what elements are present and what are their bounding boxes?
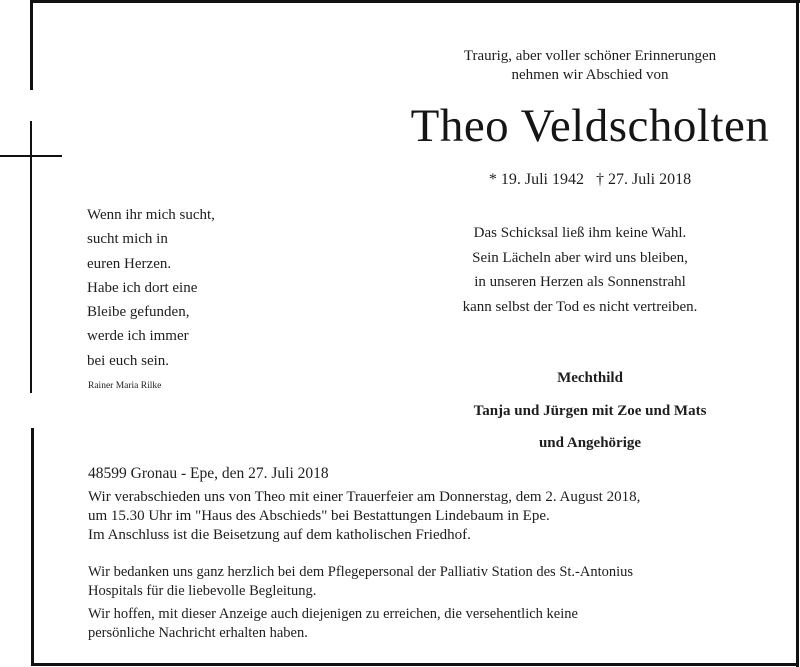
verse-line: in unseren Herzen als Sonnenstrahl	[474, 274, 686, 290]
poem	[87, 203, 215, 373]
poem-line: euren Herzen.	[87, 255, 172, 272]
birth-date: * 19. Juli 1942	[488, 171, 584, 188]
poem-line: Wenn ihr mich sucht,	[87, 207, 215, 223]
notice-line: persönliche Nachricht erhalten haben.	[88, 624, 308, 641]
thanks-line: Hospitals für die liebevolle Begleitung.	[88, 582, 317, 599]
place-date: 48599 Gronau - Epe, den 27. Juli 2018	[88, 465, 329, 482]
frame-top-border	[31, 0, 800, 3]
verse-line: Das Schicksal ließ ihm keine Wahl.	[473, 225, 687, 241]
deceased-name: Theo Veldscholten	[410, 100, 770, 152]
death-date: † 27. Juli 2018	[596, 171, 692, 188]
verse	[420, 221, 740, 319]
funeral-info	[88, 488, 793, 545]
poem-line: Bleibe gefunden,	[87, 304, 190, 321]
thanks-note	[88, 563, 793, 600]
intro-line: nehmen wir Abschied von	[511, 67, 669, 83]
mourners-list	[400, 367, 780, 465]
intro-text	[380, 47, 800, 85]
funeral-line: Wir verabschieden uns von Theo mit einer Trauerfeier am Donnerstag, dem 2. August 2018,	[88, 489, 641, 505]
poem-author: Rainer Maria Rilke	[88, 381, 162, 391]
life-dates	[380, 170, 800, 190]
notice-line: Wir hoffen, mit dieser Anzeige auch diejenigen zu erreichen, die versehentlich keine	[88, 606, 578, 622]
cross-vertical-bar	[30, 121, 32, 393]
funeral-line: Im Anschluss ist die Beisetzung auf dem katholischen Friedhof.	[88, 527, 471, 543]
intro-line: Traurig, aber voller schöner Erinnerungen	[463, 48, 717, 64]
mourner-name: Mechthild	[557, 370, 623, 386]
poem-line: werde ich immer	[87, 328, 189, 345]
mourner-name: Tanja und Jürgen mit Zoe und Mats	[473, 402, 707, 419]
poem-line: bei euch sein.	[87, 352, 170, 369]
thanks-line: Wir bedanken uns ganz herzlich bei dem Pflegepersonal der Palliativ Station des St.-Antonius	[88, 564, 634, 580]
poem-line: sucht mich in	[87, 231, 168, 248]
notice-note	[88, 605, 793, 642]
mourner-name: und Angehörige	[538, 435, 642, 451]
verse-line: Sein Lächeln aber wird uns bleiben,	[472, 249, 688, 266]
funeral-line: um 15.30 Uhr im "Haus des Abschieds" bei Bestattungen Lindebaum in Epe.	[88, 508, 550, 524]
frame-left-border-top	[30, 0, 33, 90]
verse-line: kann selbst der Tod es nicht vertreiben.	[462, 298, 698, 315]
cross-horizontal-bar	[0, 155, 62, 157]
frame-bottom-border	[31, 663, 799, 666]
poem-line: Habe ich dort eine	[87, 279, 198, 296]
frame-left-border-bottom	[31, 428, 34, 666]
